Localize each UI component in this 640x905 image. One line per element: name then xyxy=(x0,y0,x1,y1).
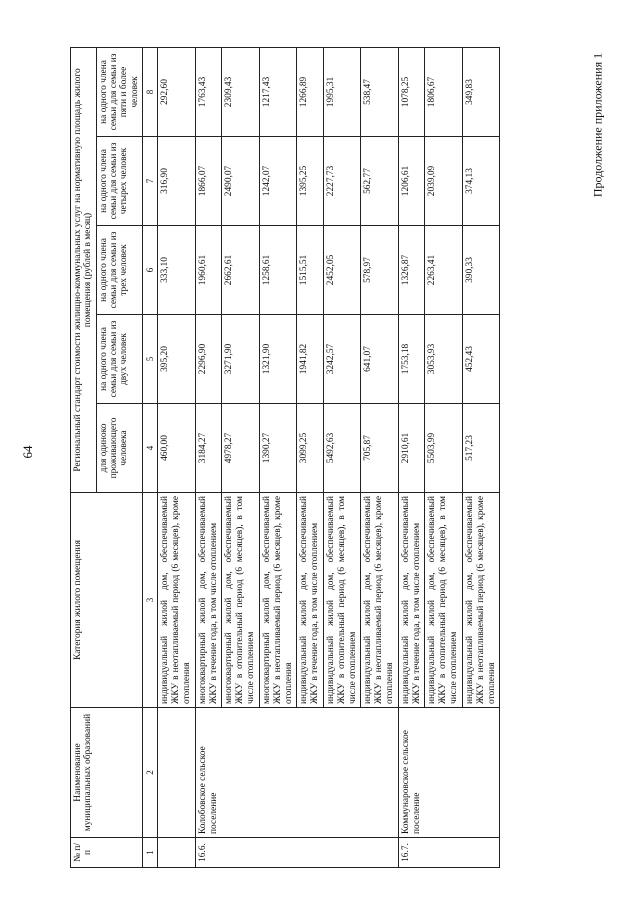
value-cell: 452,43 xyxy=(462,315,499,404)
value-cell: 2452,05 xyxy=(323,226,360,315)
value-cell: 3184,27 xyxy=(195,404,222,493)
page-number: 64 xyxy=(20,445,35,459)
rotated-page xyxy=(70,48,590,868)
value-cell: 1753,18 xyxy=(398,315,425,404)
value-cell: 1266,89 xyxy=(297,48,324,137)
header-num: № п/п xyxy=(71,838,143,868)
value-cell: 1321,90 xyxy=(259,315,296,404)
header-col6: на одного члена семьи для семьи из трех человек xyxy=(96,226,142,315)
value-cell: 2296,90 xyxy=(195,315,222,404)
value-cell: 1078,25 xyxy=(398,48,425,137)
value-cell: 1941,82 xyxy=(297,315,324,404)
header-name: Наименование муниципальных образований xyxy=(71,708,143,838)
category-cell: индивидуальный жилой дом, обеспечиваемый ЖКУ в отопительный период (6 месяцев), в том числе отоплением xyxy=(425,493,462,708)
value-cell: 1258,61 xyxy=(259,226,296,315)
value-cell: 3099,25 xyxy=(297,404,324,493)
header-col7: на одного члена семьи для семьи из четырех человек xyxy=(96,137,142,226)
index-cell: 4 xyxy=(143,404,158,493)
value-cell: 374,13 xyxy=(462,137,499,226)
header-col4: для одиноко проживающего человека xyxy=(96,404,142,493)
category-cell: индивидуальный жилой дом, обеспечиваемый ЖКУ в течение года, в том числе отоплением xyxy=(297,493,324,708)
header-row-1 xyxy=(71,48,97,868)
value-cell: 292,60 xyxy=(158,48,195,137)
value-cell: 395,20 xyxy=(158,315,195,404)
value-cell: 578,97 xyxy=(361,226,398,315)
value-cell: 2662,61 xyxy=(222,226,259,315)
name-cell: Колобовское сельское поселение xyxy=(195,708,398,838)
value-cell: 3271,90 xyxy=(222,315,259,404)
index-cell: 2 xyxy=(143,708,158,838)
value-cell: 1763,43 xyxy=(195,48,222,137)
value-cell: 1995,31 xyxy=(323,48,360,137)
index-cell: 3 xyxy=(143,493,158,708)
value-cell: 2039,09 xyxy=(425,137,462,226)
value-cell: 1395,25 xyxy=(297,137,324,226)
category-cell: индивидуальный жилой дом, обеспечиваемый ЖКУ в неотапливаемый период (6 месяцев), кроме отопления xyxy=(361,493,398,708)
name-cell: Коммунаровское сельское поселение xyxy=(398,708,500,838)
value-cell: 5492,63 xyxy=(323,404,360,493)
header-group: Региональный стандарт стоимости жилищно-коммунальных услуг на нормативную площадь жилого помещения (рублей в месяц) xyxy=(71,48,97,493)
value-cell: 2910,61 xyxy=(398,404,425,493)
value-cell: 1960,61 xyxy=(195,226,222,315)
index-cell: 6 xyxy=(143,226,158,315)
table-row xyxy=(158,48,195,868)
value-cell: 562,77 xyxy=(361,137,398,226)
category-cell: многоквартирный жилой дом, обеспечиваемый ЖКУ в неотапливаемый период (6 месяцев), кроме отопления xyxy=(259,493,296,708)
value-cell: 1217,43 xyxy=(259,48,296,137)
value-cell: 316,90 xyxy=(158,137,195,226)
value-cell: 2227,73 xyxy=(323,137,360,226)
header-col5: на одного члена семьи для семьи из двух человек xyxy=(96,315,142,404)
value-cell: 3053,93 xyxy=(425,315,462,404)
value-cell: 641,07 xyxy=(361,315,398,404)
value-cell: 2490,07 xyxy=(222,137,259,226)
value-cell: 2309,43 xyxy=(222,48,259,137)
continuation-label: Продолжение приложения 1 xyxy=(590,52,605,198)
num-cell: 16.7. xyxy=(398,838,500,868)
index-cell: 7 xyxy=(143,137,158,226)
name-cell xyxy=(158,708,195,838)
value-cell: 2263,41 xyxy=(425,226,462,315)
table-row xyxy=(195,48,222,868)
value-cell: 1206,61 xyxy=(398,137,425,226)
index-cell: 8 xyxy=(143,48,158,137)
category-cell: индивидуальный жилой дом, обеспечиваемый ЖКУ в отопительный период (6 месяцев), в том числе отоплением xyxy=(323,493,360,708)
value-cell: 1242,07 xyxy=(259,137,296,226)
value-cell: 517,23 xyxy=(462,404,499,493)
index-cell: 5 xyxy=(143,315,158,404)
header-col8: на одного члена семьи для семьи из пяти и более человек xyxy=(96,48,142,137)
cost-standard-table xyxy=(70,47,500,868)
index-cell: 1 xyxy=(143,838,158,868)
category-cell: многоквартирный жилой дом, обеспечиваемый ЖКУ в течение года, в том числе отоплением xyxy=(195,493,222,708)
value-cell: 1326,87 xyxy=(398,226,425,315)
value-cell: 1866,07 xyxy=(195,137,222,226)
num-cell: 16.6. xyxy=(195,838,398,868)
category-cell: индивидуальный жилой дом, обеспечиваемый ЖКУ в неотапливаемый период (6 месяцев), кроме отопления xyxy=(158,493,195,708)
value-cell: 4978,27 xyxy=(222,404,259,493)
value-cell: 538,47 xyxy=(361,48,398,137)
value-cell: 349,83 xyxy=(462,48,499,137)
value-cell: 5503,99 xyxy=(425,404,462,493)
category-cell: многоквартирный жилой дом, обеспечиваемый ЖКУ в отопительный период (6 месяцев), в том числе отоплением xyxy=(222,493,259,708)
header-category: Категория жилого помещения xyxy=(71,493,143,708)
value-cell: 1515,51 xyxy=(297,226,324,315)
index-row xyxy=(143,48,158,868)
value-cell: 333,10 xyxy=(158,226,195,315)
value-cell: 390,33 xyxy=(462,226,499,315)
value-cell: 460,00 xyxy=(158,404,195,493)
value-cell: 1390,27 xyxy=(259,404,296,493)
num-cell xyxy=(158,838,195,868)
category-cell: индивидуальный жилой дом, обеспечиваемый ЖКУ в течение года, в том числе отоплением xyxy=(398,493,425,708)
value-cell: 705,87 xyxy=(361,404,398,493)
value-cell: 1806,67 xyxy=(425,48,462,137)
category-cell: индивидуальный жилой дом, обеспечиваемый ЖКУ в неотапливаемый период (6 месяцев), кроме отопления xyxy=(462,493,499,708)
table-row xyxy=(398,48,425,868)
value-cell: 3242,57 xyxy=(323,315,360,404)
